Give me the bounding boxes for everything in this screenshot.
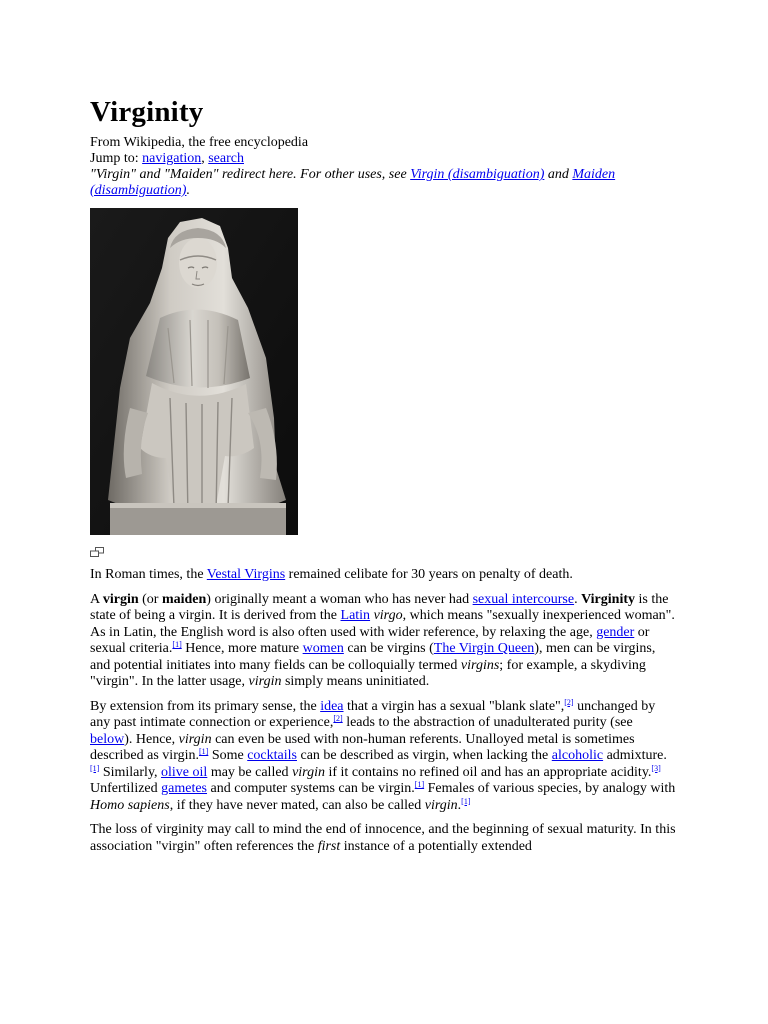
statue-illustration [90, 208, 298, 535]
p2-text: is the state of being a virgin. It is derived from the [90, 591, 669, 623]
p3-text: ). Hence, [124, 731, 179, 747]
p3-text: that a virgin has a sexual "blank slate", [343, 698, 565, 714]
idea-link[interactable]: idea [320, 698, 344, 714]
term-virgin: virgin [292, 764, 325, 780]
term-virgo: virgo [373, 608, 403, 623]
citation-link[interactable]: [1] [461, 796, 471, 806]
term-virgin: virgin [248, 674, 282, 689]
p4-text: The loss of virginity may call to mind the end of innocence, and the beginning of sexual maturity. In this association "virgin" often references the [90, 822, 676, 854]
women-link[interactable]: women [302, 641, 344, 656]
jump-prefix: Jump to: [90, 151, 143, 166]
citation-link[interactable]: [1] [414, 780, 425, 789]
p3-text: Unfertilized [90, 781, 162, 796]
jump-to [90, 151, 676, 167]
term-virgin: virgin [178, 731, 212, 747]
p3-text: . [457, 797, 462, 813]
p3-text: can be described as virgin, when lacking the [296, 748, 552, 763]
p2-text: simply means uninitiated. [281, 674, 430, 689]
olive-oil-link[interactable]: olive oil [161, 764, 208, 780]
p3-text: Some [208, 748, 248, 763]
virgin-disambiguation-link[interactable]: Virgin (disambiguation) [410, 167, 545, 182]
term-virginity: Virginity [581, 591, 635, 607]
vestal-statue-image[interactable] [90, 208, 298, 535]
p3-text: if it contains no refined oil and has an appropriate acidity. [324, 764, 652, 780]
paragraph-2 [90, 592, 676, 691]
article [90, 92, 676, 855]
virgin-queen-link[interactable]: The Virgin Queen [433, 641, 535, 656]
paragraph-1 [90, 567, 676, 584]
p3-text: Similarly, [99, 764, 162, 780]
p3-text: leads to the abstraction of unadulterated purity (see [342, 715, 633, 730]
jump-sep: , [201, 151, 209, 166]
p2-text: Hence, more mature [181, 641, 303, 656]
p1-text-b: remained celibate for 30 years on penalty of death. [285, 567, 573, 582]
p2-text: ; for example, a skydiving "virgin". In the latter usage, [90, 657, 646, 689]
citation-link[interactable]: [1] [90, 763, 100, 773]
term-first: first [317, 838, 341, 854]
paragraph-3 [90, 699, 676, 815]
jump-navigation-link[interactable]: navigation [142, 151, 202, 166]
citation-link[interactable]: [1] [172, 640, 182, 649]
citation-link[interactable]: [1] [199, 747, 209, 756]
hatnote-text-2: and [544, 167, 573, 182]
enlarge-icon[interactable] [90, 547, 104, 557]
paragraph-4 [90, 822, 676, 855]
vestal-virgins-link[interactable]: Vestal Virgins [206, 567, 286, 582]
hatnote-text-1: "Virgin" and "Maiden" redirect here. For other uses, see [90, 167, 411, 182]
p3-text: and computer systems can be virgin. [207, 781, 415, 796]
gender-link[interactable]: gender [596, 624, 635, 640]
p3-text: may be called [207, 764, 293, 780]
p3-text: , if they have never mated, can also be called [169, 797, 425, 813]
citation-link[interactable]: [2] [564, 697, 574, 707]
p2-text: ) originally meant a woman who has never had [206, 591, 473, 607]
p2-text: A [90, 591, 103, 607]
citation-link[interactable]: [3] [651, 763, 661, 773]
p2-text: (or [138, 591, 162, 607]
p3-text: unchanged by any past intimate connection or experience, [90, 698, 656, 730]
term-virgin: virgin [102, 591, 139, 607]
term-homo-sapiens: Homo sapiens [90, 797, 170, 813]
p3-text: Females of various species, by analogy with [424, 781, 676, 796]
page-title: Virginity [90, 96, 204, 128]
p2-text: , which means "sexually inexperienced woman". As in Latin, the English word is also often used with wider reference, by relaxing the age, [90, 608, 675, 640]
sexual-intercourse-link[interactable]: sexual intercourse [472, 591, 575, 607]
p3-text: By extension from its primary sense, the [90, 698, 321, 714]
from-line: From Wikipedia, the free encyclopedia [90, 135, 309, 150]
p4-text: instance of a potentially extended [340, 838, 532, 854]
hatnote [90, 167, 676, 199]
p2-text: ), men can be virgins, and potential initiates into many fields can be colloquially termed [90, 641, 656, 673]
gametes-link[interactable]: gametes [161, 781, 208, 796]
maiden-disambiguation-link[interactable]: Maiden (disambiguation) [90, 167, 616, 198]
term-virgin: virgin [424, 797, 458, 813]
p2-text: . [574, 591, 582, 607]
below-link[interactable]: below [90, 731, 125, 747]
alcoholic-link[interactable]: alcoholic [551, 748, 604, 763]
jump-search-link[interactable]: search [208, 151, 244, 166]
p3-text: can even be used with non-human referents. Unalloyed metal is sometimes described as virgin. [90, 731, 635, 763]
latin-link[interactable]: Latin [340, 608, 371, 623]
term-maiden: maiden [161, 591, 207, 607]
citation-link[interactable]: [2] [333, 714, 343, 723]
hatnote-text-3: . [186, 183, 190, 198]
p3-text: admixture. [603, 748, 667, 763]
p1-text-a: In Roman times, the [90, 567, 207, 582]
term-virgins: virgins [460, 657, 500, 673]
cocktails-link[interactable]: cocktails [247, 748, 297, 763]
p2-text: can be virgins ( [343, 641, 434, 656]
p2-text: or sexual criteria. [90, 624, 650, 656]
